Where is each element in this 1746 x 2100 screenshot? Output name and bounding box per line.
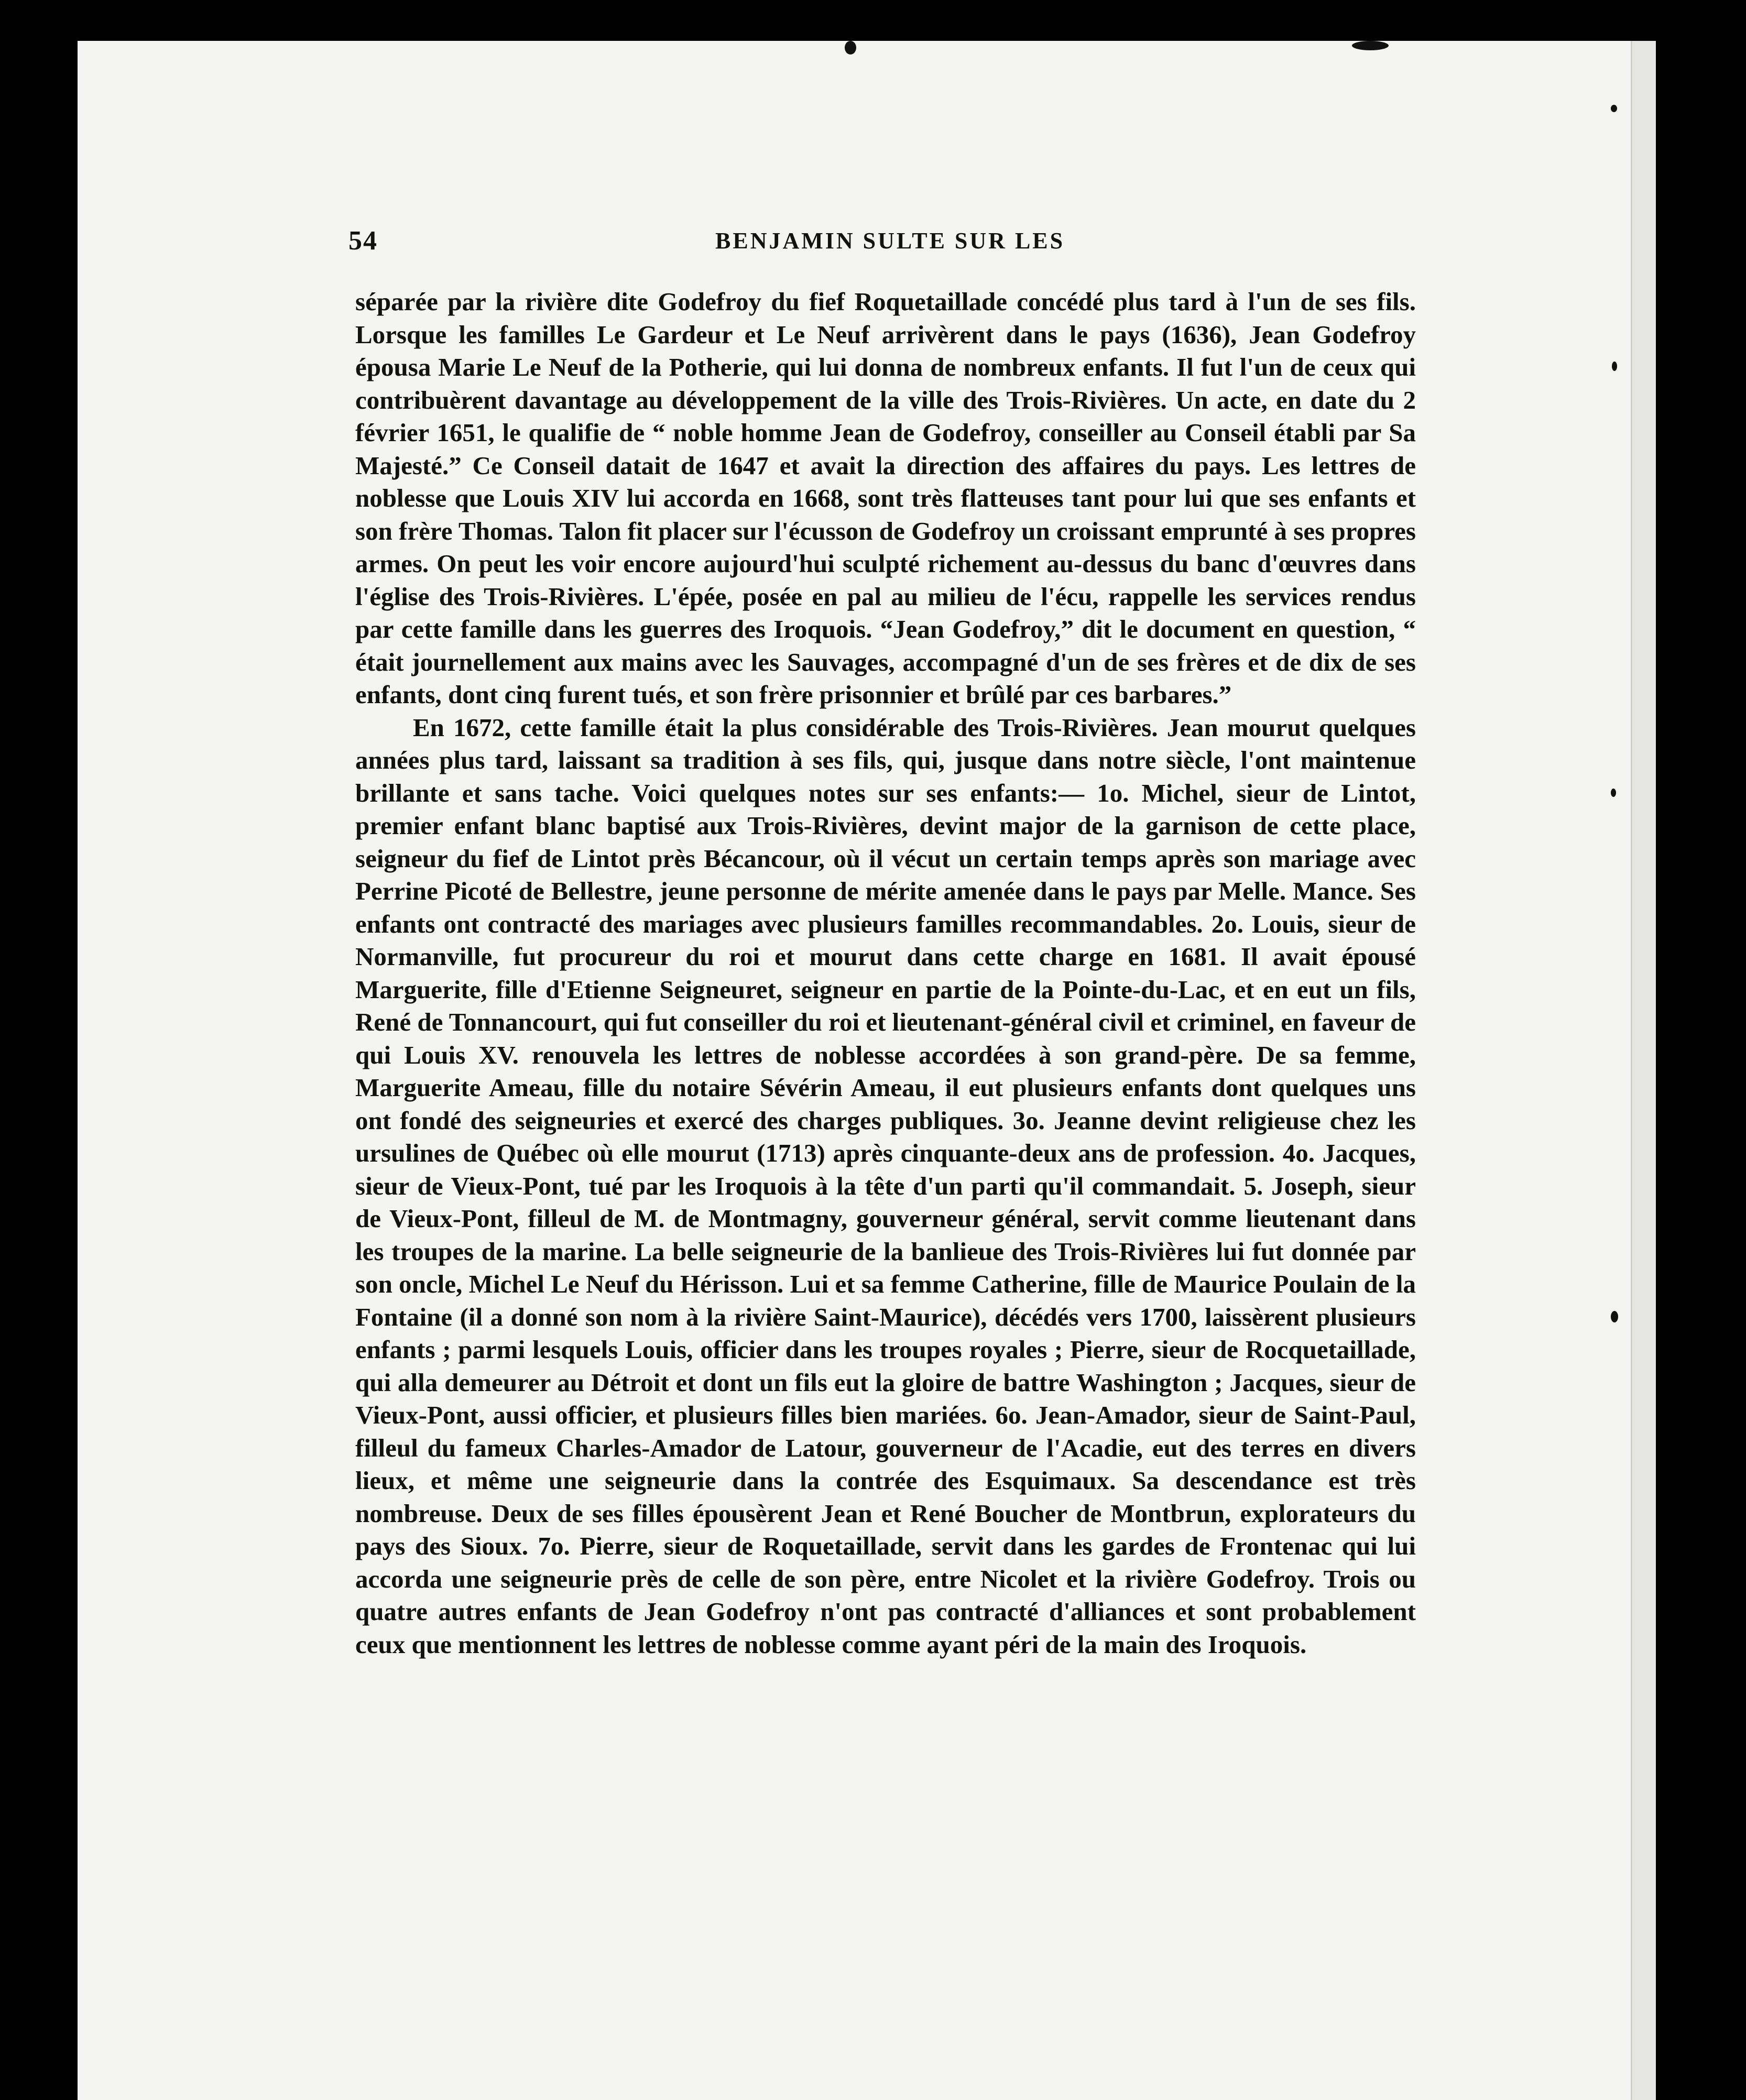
scan-speck [845, 41, 856, 54]
page-header [348, 225, 1417, 262]
body-text [355, 286, 1416, 1661]
scan-speck [1352, 41, 1389, 50]
scan-speck [1611, 789, 1616, 797]
scan-speck [1611, 1311, 1618, 1322]
paragraph: En 1672, cette famille était la plus considérable des Trois-Rivières. Jean mourut quelques années plus tard, laissant sa tradition à ses fils, qui, jusque dans notre siècle, l'ont maintenue brillante et sans tache. Voici quelques notes sur ses enfants:— 1o. Michel, sieur de Lintot, premier enfant blanc baptisé aux Trois-Rivières, devint major de la garnison de cette place, seigneur du fief de Lintot près Bécancour, où il vécut un certain temps après son mariage avec Perrine Picoté de Bellestre, jeune personne de mérite amenée dans le pays par Melle. Mance. Ses enfants ont contracté des mariages avec plusieurs familles recommandables. 2o. Louis, sieur de Normanville, fut procureur du roi et mourut dans cette charge en 1681. Il avait épousé Marguerite, fille d'Etienne Seigneuret, seigneur en partie de la Pointe-du-Lac, et en eut un fils, René de Tonnancourt, qui fut conseiller du roi et lieutenant-général civil et criminel, en faveur de qui Louis XV. renouvela les lettres de noblesse accordées à son grand-père. De sa femme, Marguerite Ameau, fille du notaire Sévérin Ameau, il eut plusieurs enfants dont quelques uns ont fondé des seigneuries et exercé des charges publiques. 3o. Jeanne devint religieuse chez les ursulines de Québec où elle mourut (1713) après cinquante-deux ans de profession. 4o. Jacques, sieur de Vieux-Pont, tué par les Iroquois à la tête d'un parti qu'il commandait. 5. Joseph, sieur de Vieux-Pont, filleul de M. de Montmagny, gouverneur général, servit comme lieutenant dans les troupes de la marine. La belle seigneurie de la banlieue des Trois-Rivières lui fut donnée par son oncle, Michel Le Neuf du Hérisson. Lui et sa femme Catherine, fille de Maurice Poulain de la Fontaine (il a donné son nom à la rivière Saint-Maurice), décédés vers 1700, laissèrent plusieurs enfants ; parmi lesquels Louis, officier dans les troupes royales ; Pierre, sieur de Rocquetaillade, qui alla demeurer au Détroit et dont un fils eut la gloire de battre Washington ; Jacques, sieur de Vieux-Pont, aussi officier, et plusieurs filles bien mariées. 6o. Jean-Amador, sieur de Saint-Paul, filleul du fameux Charles-Amador de Latour, gouverneur de l'Acadie, eut des terres en divers lieux, et même une seigneurie dans la contrée des Esquimaux. Sa descendance est très nombreuse. Deux de ses filles épousèrent Jean et René Boucher de Montbrun, explorateurs du pays des Sioux. 7o. Pierre, sieur de Roquetaillade, servit dans les gardes de Frontenac qui lui accorda une seigneurie près de celle de son père, entre Nicolet et la rivière Godefroy. Trois ou quatre autres enfants de Jean Godefroy n'ont pas contracté d'alliances et sont probablement ceux que mentionnent les lettres de noblesse comme ayant péri de la main des Iroquois. [355, 713, 1416, 1659]
scan-speck [1611, 105, 1617, 112]
running-head: BENJAMIN SULTE SUR LES [715, 228, 1065, 254]
paragraph: séparée par la rivière dite Godefroy du fief Roquetaillade concédé plus tard à l'un de ses fils. Lorsque les familles Le Gardeur et Le Neuf arrivèrent dans le pays (1636), Jean Godefroy épousa Marie Le Neuf de la Potherie, qui lui donna de nombreux enfants. Il fut l'un de ceux qui contribuèrent davantage au développement de la ville des Trois-Rivières. Un acte, en date du 2 février 1651, le qualifie de “ noble homme Jean de Godefroy, conseiller au Conseil établi par Sa Majesté.” Ce Conseil datait de 1647 et avait la direction des affaires du pays. Les lettres de noblesse que Louis XIV lui accorda en 1668, sont très flatteuses tant pour lui que ses enfants et son frère Thomas. Talon fit placer sur l'écusson de Godefroy un croissant emprunté à ses propres armes. On peut les voir encore aujourd'hui sculpté richement au-dessus du banc d'œuvres dans l'église des Trois-Rivières. L'épée, posée en pal au milieu de l'écu, rappelle les services rendus par cette famille dans les guerres des Iroquois. “Jean Godefroy,” dit le document en question, “ était journellement aux mains avec les Sauvages, accompagné d'un de ses frères et de dix de ses enfants, dont cinq furent tués, et son frère prisonnier et brûlé par ces barbares.” [355, 287, 1416, 709]
scan-border [1656, 41, 1746, 2100]
page-edge [1631, 41, 1657, 2100]
scan-speck [1612, 362, 1617, 371]
page-number: 54 [348, 226, 378, 256]
